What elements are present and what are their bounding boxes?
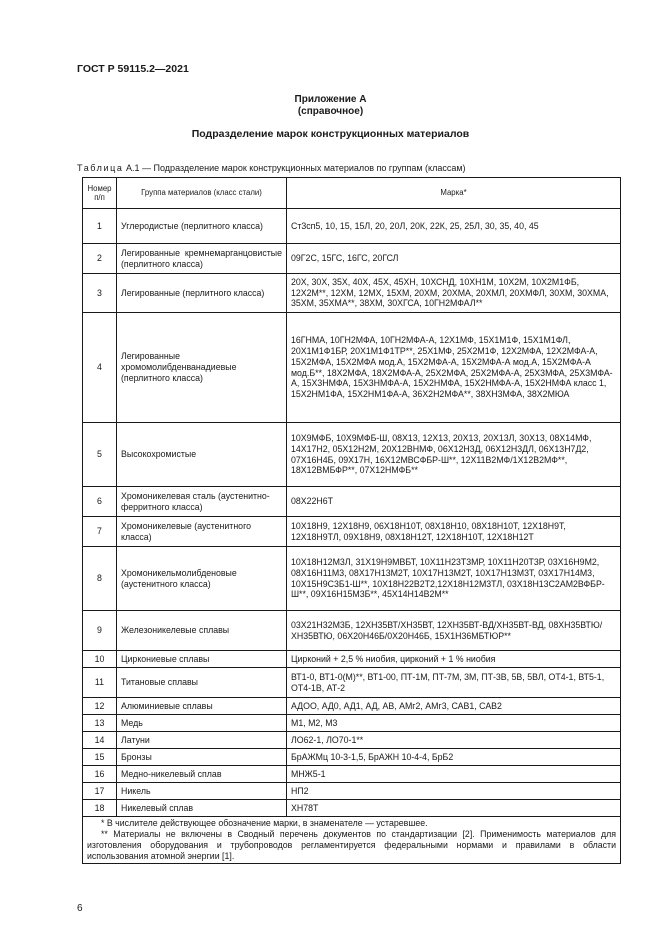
row-marks: 09Г2С, 15ГС, 16ГС, 20ГСЛ	[287, 244, 621, 274]
table-row	[83, 766, 621, 783]
row-number: 5	[83, 423, 117, 487]
row-group: Хромоникельмолибденовые (аустенитного класса)	[117, 547, 287, 611]
appendix-title: Приложение А	[294, 94, 367, 105]
row-marks: МНЖ5-1	[287, 766, 621, 783]
row-marks: Ст3сп5, 10, 15, 15Л, 20, 20Л, 20К, 22К, 25, 25Л, 30, 35, 40, 45	[287, 209, 621, 244]
row-number: 6	[83, 487, 117, 517]
row-number: 2	[83, 244, 117, 274]
appendix-type: (справочное)	[297, 106, 364, 117]
row-group: Титановые сплавы	[117, 668, 287, 698]
header-mark: Марка*	[287, 178, 621, 209]
row-number: 10	[83, 651, 117, 668]
table-row	[83, 209, 621, 244]
row-marks: Цирконий + 2,5 % ниобия, цирконий + 1 % ниобия	[287, 651, 621, 668]
section-title: Подразделение марок конструкционных материалов	[191, 128, 470, 140]
table-notes-row	[83, 817, 621, 864]
row-group: Железоникелевые сплавы	[117, 611, 287, 651]
row-number: 13	[83, 715, 117, 732]
row-marks: 03Х21Н32М3Б, 12ХН35ВТ/ХН35ВТ, 12ХН35ВТ-ВД/ХН35ВТ-ВД, 08ХН35ВТЮ/ХН35ВТЮ, 06Х20Н46Б/0Х20Н46Б, 15Х1Н36МБТЮР**	[287, 611, 621, 651]
row-marks: ВТ1-0, ВТ1-0(М)**, ВТ1-00, ПТ-1М, ПТ-7М, 3М, ПТ-3В, 5В, 5ВЛ, ОТ4-1, ВТ5-1, ОТ4-1В, АТ-2	[287, 668, 621, 698]
table-caption-label: Таблица	[77, 163, 124, 173]
row-number: 8	[83, 547, 117, 611]
row-number: 3	[83, 274, 117, 313]
table-row	[83, 244, 621, 274]
table-caption	[77, 163, 466, 173]
row-marks: 10Х18Н12М3Л, 31Х19Н9МВБТ, 10Х11Н23Т3МР, 10Х11Н20Т3Р, 03Х16Н9М2, 08Х16Н11М3, 08Х17Н13М2Т, 10Х17Н13М2Т, 10Х17Н13М3Т, 03Х17Н14М3, 10Х15Н9С3Б1-Ш**, 10Х18Н22В2Т2,12Х18Н12М3ТЛ, 03Х18Н13С2АМ2ВФБР-Ш**, 09Х16Н15М3Б**, 45Х14Н14В2М**	[287, 547, 621, 611]
row-group: Циркониевые сплавы	[117, 651, 287, 668]
row-number: 9	[83, 611, 117, 651]
row-group: Легированные (перлитного класса)	[117, 274, 287, 313]
row-marks: 16ГНМА, 10ГН2МФА, 10ГН2МФА-А, 12Х1МФ, 15Х1М1Ф, 15Х1М1ФЛ, 20Х1М1Ф1БР, 20Х1М1Ф1ТР**, 25Х1МФ, 25Х2М1Ф, 12Х2МФА, 12Х2МФА-А, 15Х2МФА, 15Х2МФА мод.А, 15Х2МФА-А, 15Х2МФА-А мод.А, 15Х2МФА-А мод.Б**, 18Х2МФА, 18Х2МФА-А, 25Х2МФА, 25Х2МФА-А, 25Х3МФА, 25Х3МФА-А, 15Х3НМФА, 15Х3НМФА-А, 15Х2НМФА, 15Х2НМФА-А, 15Х2НМФА класс 1, 15Х2НМ1ФА, 15Х2НМ1ФА-А, 36Х2Н2МФА**, 38ХН3МФА, 38Х2МЮА	[287, 313, 621, 423]
note-1: * В числителе действующее обозначение марки, в знаменателе — устаревшее.	[101, 818, 428, 828]
table-row	[83, 611, 621, 651]
table-caption-number: А.1	[126, 163, 140, 173]
table-row	[83, 313, 621, 423]
table-notes	[83, 817, 621, 864]
row-marks: НП2	[287, 783, 621, 800]
table-row	[83, 800, 621, 817]
row-group: Никелевый сплав	[117, 800, 287, 817]
row-marks: 10Х9МФБ, 10Х9МФБ-Ш, 08Х13, 12Х13, 20Х13, 20Х13Л, 30Х13, 08Х14МФ, 14Х17Н2, 05Х12Н2М, 20Х12ВНМФ, 06Х12Н3Д, 06Х12Н3ДЛ, 06Х13Н7Д2, 07Х16Н4Б, 09Х17Н, 16Х12МВСФБР-Ш**, 12Х11В2МФ/1Х12В2МФ**, 18Х12ВМБФР**, 07Х12НМФБ**	[287, 423, 621, 487]
table-row	[83, 517, 621, 547]
row-group: Латуни	[117, 732, 287, 749]
row-marks: ЛО62-1, ЛО70-1**	[287, 732, 621, 749]
materials-table	[82, 177, 621, 864]
row-number: 4	[83, 313, 117, 423]
row-group: Медно-никелевый сплав	[117, 766, 287, 783]
row-marks: 08Х22Н6Т	[287, 487, 621, 517]
row-number: 1	[83, 209, 117, 244]
row-number: 7	[83, 517, 117, 547]
standard-designation: ГОСТ Р 59115.2—2021	[77, 63, 189, 75]
table-row	[83, 547, 621, 611]
row-marks: БрАЖМц 10-3-1,5, БрАЖН 10-4-4, БрБ2	[287, 749, 621, 766]
note-2: ** Материалы не включены в Сводный перечень документов по стандартизации [2]. Применимость материалов для изготовления оборудования и трубопроводов регламентируется федеральными нормами и правилами в области использования атомной энергии [1].	[87, 829, 616, 861]
page-number: 6	[77, 903, 83, 914]
row-number: 12	[83, 698, 117, 715]
row-number: 16	[83, 766, 117, 783]
row-group: Медь	[117, 715, 287, 732]
table-header-row	[83, 178, 621, 209]
table-row	[83, 668, 621, 698]
table-row	[83, 487, 621, 517]
table-row	[83, 423, 621, 487]
row-group: Легированные хромомолибденванадиевые (перлитного класса)	[117, 313, 287, 423]
row-marks: 20Х, 30Х, 35Х, 40Х, 45Х, 45ХН, 10ХСНД, 10ХН1М, 10Х2М, 10Х2М1ФБ, 12Х2М**, 12ХМ, 12МХ, 15ХМ, 20ХМ, 20ХМА, 20ХМЛ, 20ХМФЛ, 30ХМ, 30ХМА, 35ХМ, 35ХМА**, 38ХМ, 30ХГСА, 10ГН2МФАЛ**	[287, 274, 621, 313]
table-caption-text: — Подразделение марок конструкционных материалов по группам (классам)	[139, 163, 466, 173]
row-group: Высокохромистые	[117, 423, 287, 487]
row-number: 11	[83, 668, 117, 698]
table-row	[83, 715, 621, 732]
row-number: 14	[83, 732, 117, 749]
row-group: Углеродистые (перлитного класса)	[117, 209, 287, 244]
header-number: Номер п/п	[83, 178, 117, 209]
table-row	[83, 698, 621, 715]
row-group: Бронзы	[117, 749, 287, 766]
header-group: Группа материалов (класс стали)	[117, 178, 287, 209]
row-group: Никель	[117, 783, 287, 800]
table-row	[83, 274, 621, 313]
row-number: 17	[83, 783, 117, 800]
row-group: Легированные кремнемарганцовистые (перлитного класса)	[117, 244, 287, 274]
row-group: Алюминиевые сплавы	[117, 698, 287, 715]
row-marks: 10Х18Н9, 12Х18Н9, 06Х18Н10Т, 08Х18Н10, 08Х18Н10Т, 12Х18Н9Т, 12Х18Н9ТЛ, 09Х18Н9, 08Х18Н12Т, 12Х18Н10Т, 12Х18Н12Т	[287, 517, 621, 547]
appendix-heading	[0, 94, 661, 118]
row-group: Хромоникелевая сталь (аустенитно-ферритного класса)	[117, 487, 287, 517]
row-number: 15	[83, 749, 117, 766]
row-marks: АДОО, АД0, АД1, АД, АВ, АМг2, АМг3, САВ1, САВ2	[287, 698, 621, 715]
row-marks: М1, М2, М3	[287, 715, 621, 732]
row-group: Хромоникелевые (аустенитного класса)	[117, 517, 287, 547]
table-row	[83, 732, 621, 749]
row-number: 18	[83, 800, 117, 817]
table-row	[83, 783, 621, 800]
row-marks: ХН78Т	[287, 800, 621, 817]
table-row	[83, 749, 621, 766]
table-row	[83, 651, 621, 668]
